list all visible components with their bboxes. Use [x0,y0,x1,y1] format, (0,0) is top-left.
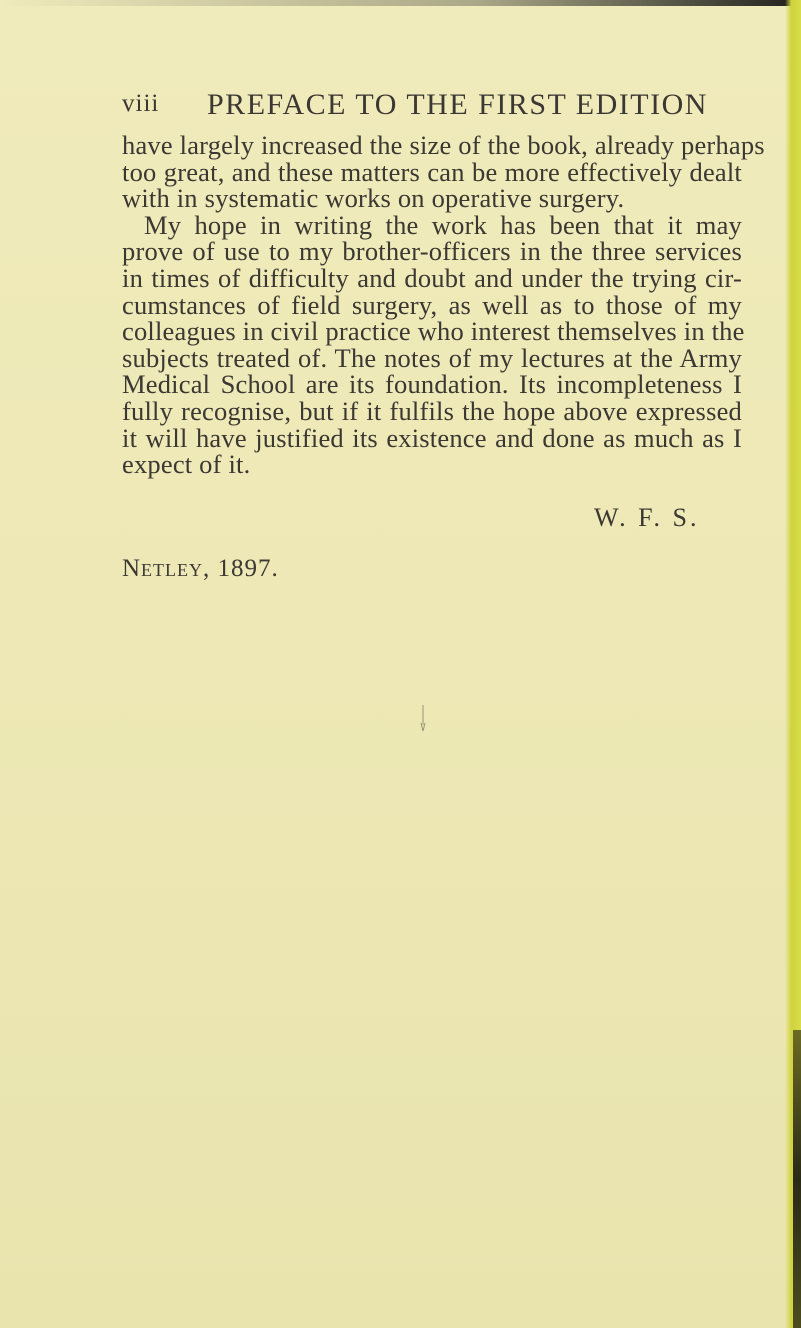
top-edge-shadow [0,0,801,6]
text-line: in times of difficulty and doubt and under the trying cir- [122,262,742,293]
text-line: subjects treated of. The notes of my lectures at the Army [122,342,742,373]
page-header [122,88,708,128]
pencil-mark-icon [420,705,426,733]
place-date: Netley, 1897. [122,555,279,582]
text-line: My hope in writing the work has been that it may [144,209,742,240]
page-number: viii [122,90,160,117]
text-line: it will have justified its existence and done as much as I [122,422,742,453]
binding-edge [793,1030,801,1328]
preface-text [122,130,765,480]
text-line: with in systematic works on operative surgery. [122,183,625,214]
running-head: PREFACE TO THE FIRST EDITION [207,88,708,121]
text-line: cumstances of field surgery, as well as to those of my [122,289,742,320]
text-line: colleagues in civil practice who interest themselves in the [122,316,745,347]
text-line: too great, and these matters can be more effectively dealt [122,156,742,187]
text-line: Medical School are its foundation. Its incompleteness I [122,369,742,400]
text-line: have largely increased the size of the book, already perhaps [122,130,765,160]
text-line: prove of use to my brother-officers in the three services [122,236,742,267]
signature-initials: W. F. S. [594,503,700,532]
text-line: expect of it. [122,449,251,480]
text-line: fully recognise, but if it fulfils the hope above expressed [122,395,742,426]
